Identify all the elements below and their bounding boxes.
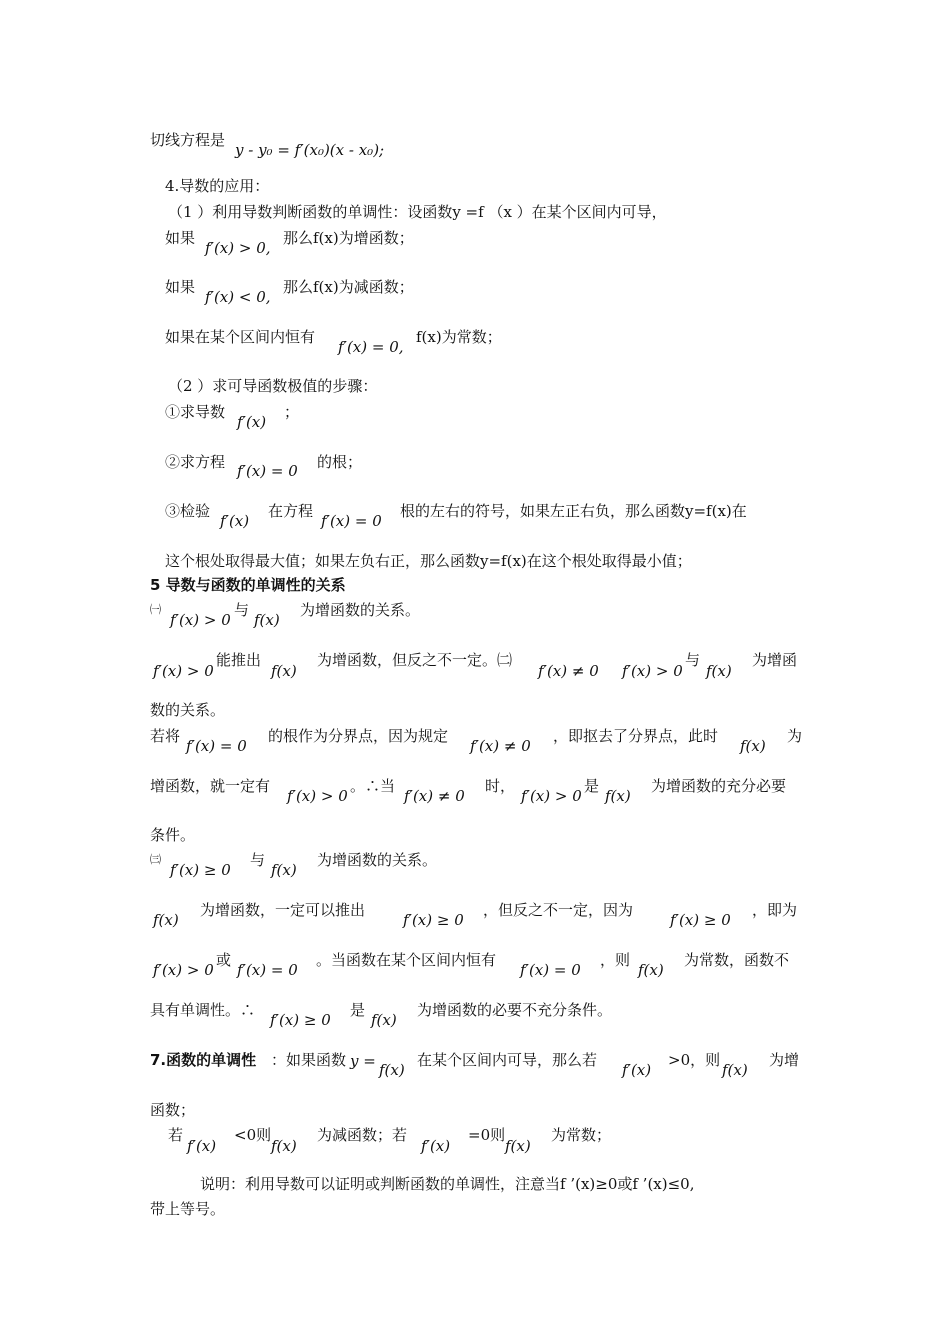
- text: ，即抠去了分界点，此时: [553, 727, 719, 745]
- text: 如果: [165, 229, 196, 247]
- text: 为增函数，但反之不一定。㈡: [317, 651, 513, 669]
- formula: f′(x) > 0: [153, 662, 214, 680]
- text: 增函数，就一定有: [150, 777, 271, 795]
- formula: f(x): [379, 1061, 405, 1079]
- text: 函数；: [150, 1101, 196, 1119]
- text: <0则: [234, 1126, 272, 1144]
- text: 为增函数，一定可以推出: [200, 901, 366, 919]
- formula: f(x): [722, 1061, 748, 1079]
- text: 。∴当: [350, 777, 396, 795]
- section-title: 5 导数与函数的单调性的关系: [150, 576, 346, 594]
- text: >0，则: [668, 1051, 721, 1069]
- section-title: 4.导数的应用：: [165, 177, 270, 195]
- text: 或: [216, 951, 232, 969]
- text: 为减函数；若: [317, 1126, 408, 1144]
- formula: y - y₀ = f′(x₀)(x - x₀);: [235, 141, 385, 159]
- item-marker: ㈢: [150, 853, 161, 866]
- formula: y =: [350, 1052, 376, 1070]
- formula: f′(x) > 0: [287, 787, 348, 805]
- formula: f′(x) = 0: [237, 462, 298, 480]
- text: 与: [685, 651, 701, 669]
- item-marker: ㈠: [150, 603, 161, 616]
- formula: f′(x) = 0: [520, 961, 581, 979]
- formula: f′(x) > 0: [153, 961, 214, 979]
- section-title: 7.函数的单调性: [150, 1051, 257, 1069]
- text: ②求方程: [165, 453, 226, 471]
- text: ①求导数: [165, 403, 226, 421]
- formula: f(x): [271, 662, 297, 680]
- formula: f′(x) > 0: [622, 662, 683, 680]
- formula: f′(x) = 0: [186, 737, 247, 755]
- formula: f′(x) ≥ 0: [403, 911, 464, 929]
- text: 在某个区间内可导，那么若: [417, 1051, 598, 1069]
- text: 为增函数的关系。: [317, 851, 438, 869]
- text: 为: [787, 727, 803, 745]
- formula: f(x): [638, 961, 664, 979]
- formula: f′(x) ≥ 0: [270, 1011, 331, 1029]
- text: ③检验: [165, 502, 211, 520]
- text: 是: [584, 777, 600, 795]
- text: 与: [234, 601, 250, 619]
- text: 若: [168, 1126, 184, 1144]
- formula: f′(x) ≠ 0: [404, 787, 465, 805]
- formula: f′(x) = 0: [237, 961, 298, 979]
- text: 为增函数的充分必要: [651, 777, 787, 795]
- text: 为增函数的关系。: [300, 601, 421, 619]
- formula: f′(x) ≠ 0: [470, 737, 531, 755]
- text: 在方程: [268, 502, 314, 520]
- formula: f′(x) > 0,: [205, 239, 271, 257]
- text: 这个根处取得最大值；如果左负右正，那么函数y=f(x)在这个根处取得最小值；: [165, 552, 692, 570]
- text: 的根；: [317, 453, 363, 471]
- text: 条件。: [150, 826, 196, 844]
- text: 为增函: [752, 651, 798, 669]
- text: 如果在某个区间内恒有: [165, 328, 316, 346]
- text: 切线方程是: [150, 131, 226, 149]
- text: 为常数，函数不: [684, 951, 790, 969]
- text: 那么f(x)为增函数；: [283, 229, 414, 247]
- text: 为增: [769, 1051, 800, 1069]
- formula: f′(x): [622, 1061, 652, 1079]
- text: 能推出: [216, 651, 262, 669]
- text: 的根作为分界点，因为规定: [268, 727, 449, 745]
- formula: f′(x): [220, 512, 250, 530]
- formula: f′(x) < 0,: [205, 288, 271, 306]
- text: ，但反之不一定，因为: [483, 901, 634, 919]
- text: f(x)为常数；: [416, 328, 502, 346]
- text: 若将: [150, 727, 181, 745]
- formula: f′(x) ≥ 0: [670, 911, 731, 929]
- note: 说明：利用导数可以证明或判断函数的单调性，注意当f ’(x)≥0或f ’(x)≤0,: [200, 1175, 695, 1193]
- text: 具有单调性。∴: [150, 1001, 256, 1019]
- formula: f(x): [706, 662, 732, 680]
- text: 根的左右的符号，如果左正右负，那么函数y=f(x)在: [400, 502, 747, 520]
- formula: f′(x) ≥ 0: [170, 861, 231, 879]
- paragraph: （2 ）求可导函数极值的步骤：: [168, 377, 378, 395]
- formula: f′(x): [421, 1137, 451, 1155]
- formula: f′(x): [237, 413, 267, 431]
- text: ，则: [600, 951, 631, 969]
- formula: f(x): [605, 787, 631, 805]
- text: 为增函数的必要不充分条件。: [417, 1001, 613, 1019]
- formula: f(x): [505, 1137, 531, 1155]
- formula: f(x): [254, 611, 280, 629]
- formula: f(x): [371, 1011, 397, 1029]
- formula: f′(x) = 0: [321, 512, 382, 530]
- note: 带上等号。: [150, 1200, 226, 1218]
- formula: f(x): [271, 861, 297, 879]
- text: ，即为: [752, 901, 798, 919]
- formula: f′(x) > 0: [521, 787, 582, 805]
- text: 时，: [485, 777, 516, 795]
- text: 是: [350, 1001, 366, 1019]
- text: 那么f(x)为减函数；: [283, 278, 414, 296]
- formula: f(x): [153, 911, 179, 929]
- formula: f(x): [271, 1137, 297, 1155]
- text: 与: [250, 851, 266, 869]
- formula: f′(x): [187, 1137, 217, 1155]
- formula: f′(x) > 0: [170, 611, 231, 629]
- text: ：如果函数: [271, 1051, 347, 1069]
- paragraph: （1 ）利用导数判断函数的单调性：设函数y =f （x ）在某个区间内可导，: [168, 203, 667, 221]
- text: 。当函数在某个区间内恒有: [316, 951, 497, 969]
- formula: f′(x) = 0,: [338, 338, 404, 356]
- text: 如果: [165, 278, 196, 296]
- formula: f′(x) ≠ 0: [538, 662, 599, 680]
- text: 数的关系。: [150, 701, 226, 719]
- text: ；: [284, 403, 300, 421]
- text: 为常数；: [551, 1126, 612, 1144]
- formula: f(x): [740, 737, 766, 755]
- text: =0则: [468, 1126, 506, 1144]
